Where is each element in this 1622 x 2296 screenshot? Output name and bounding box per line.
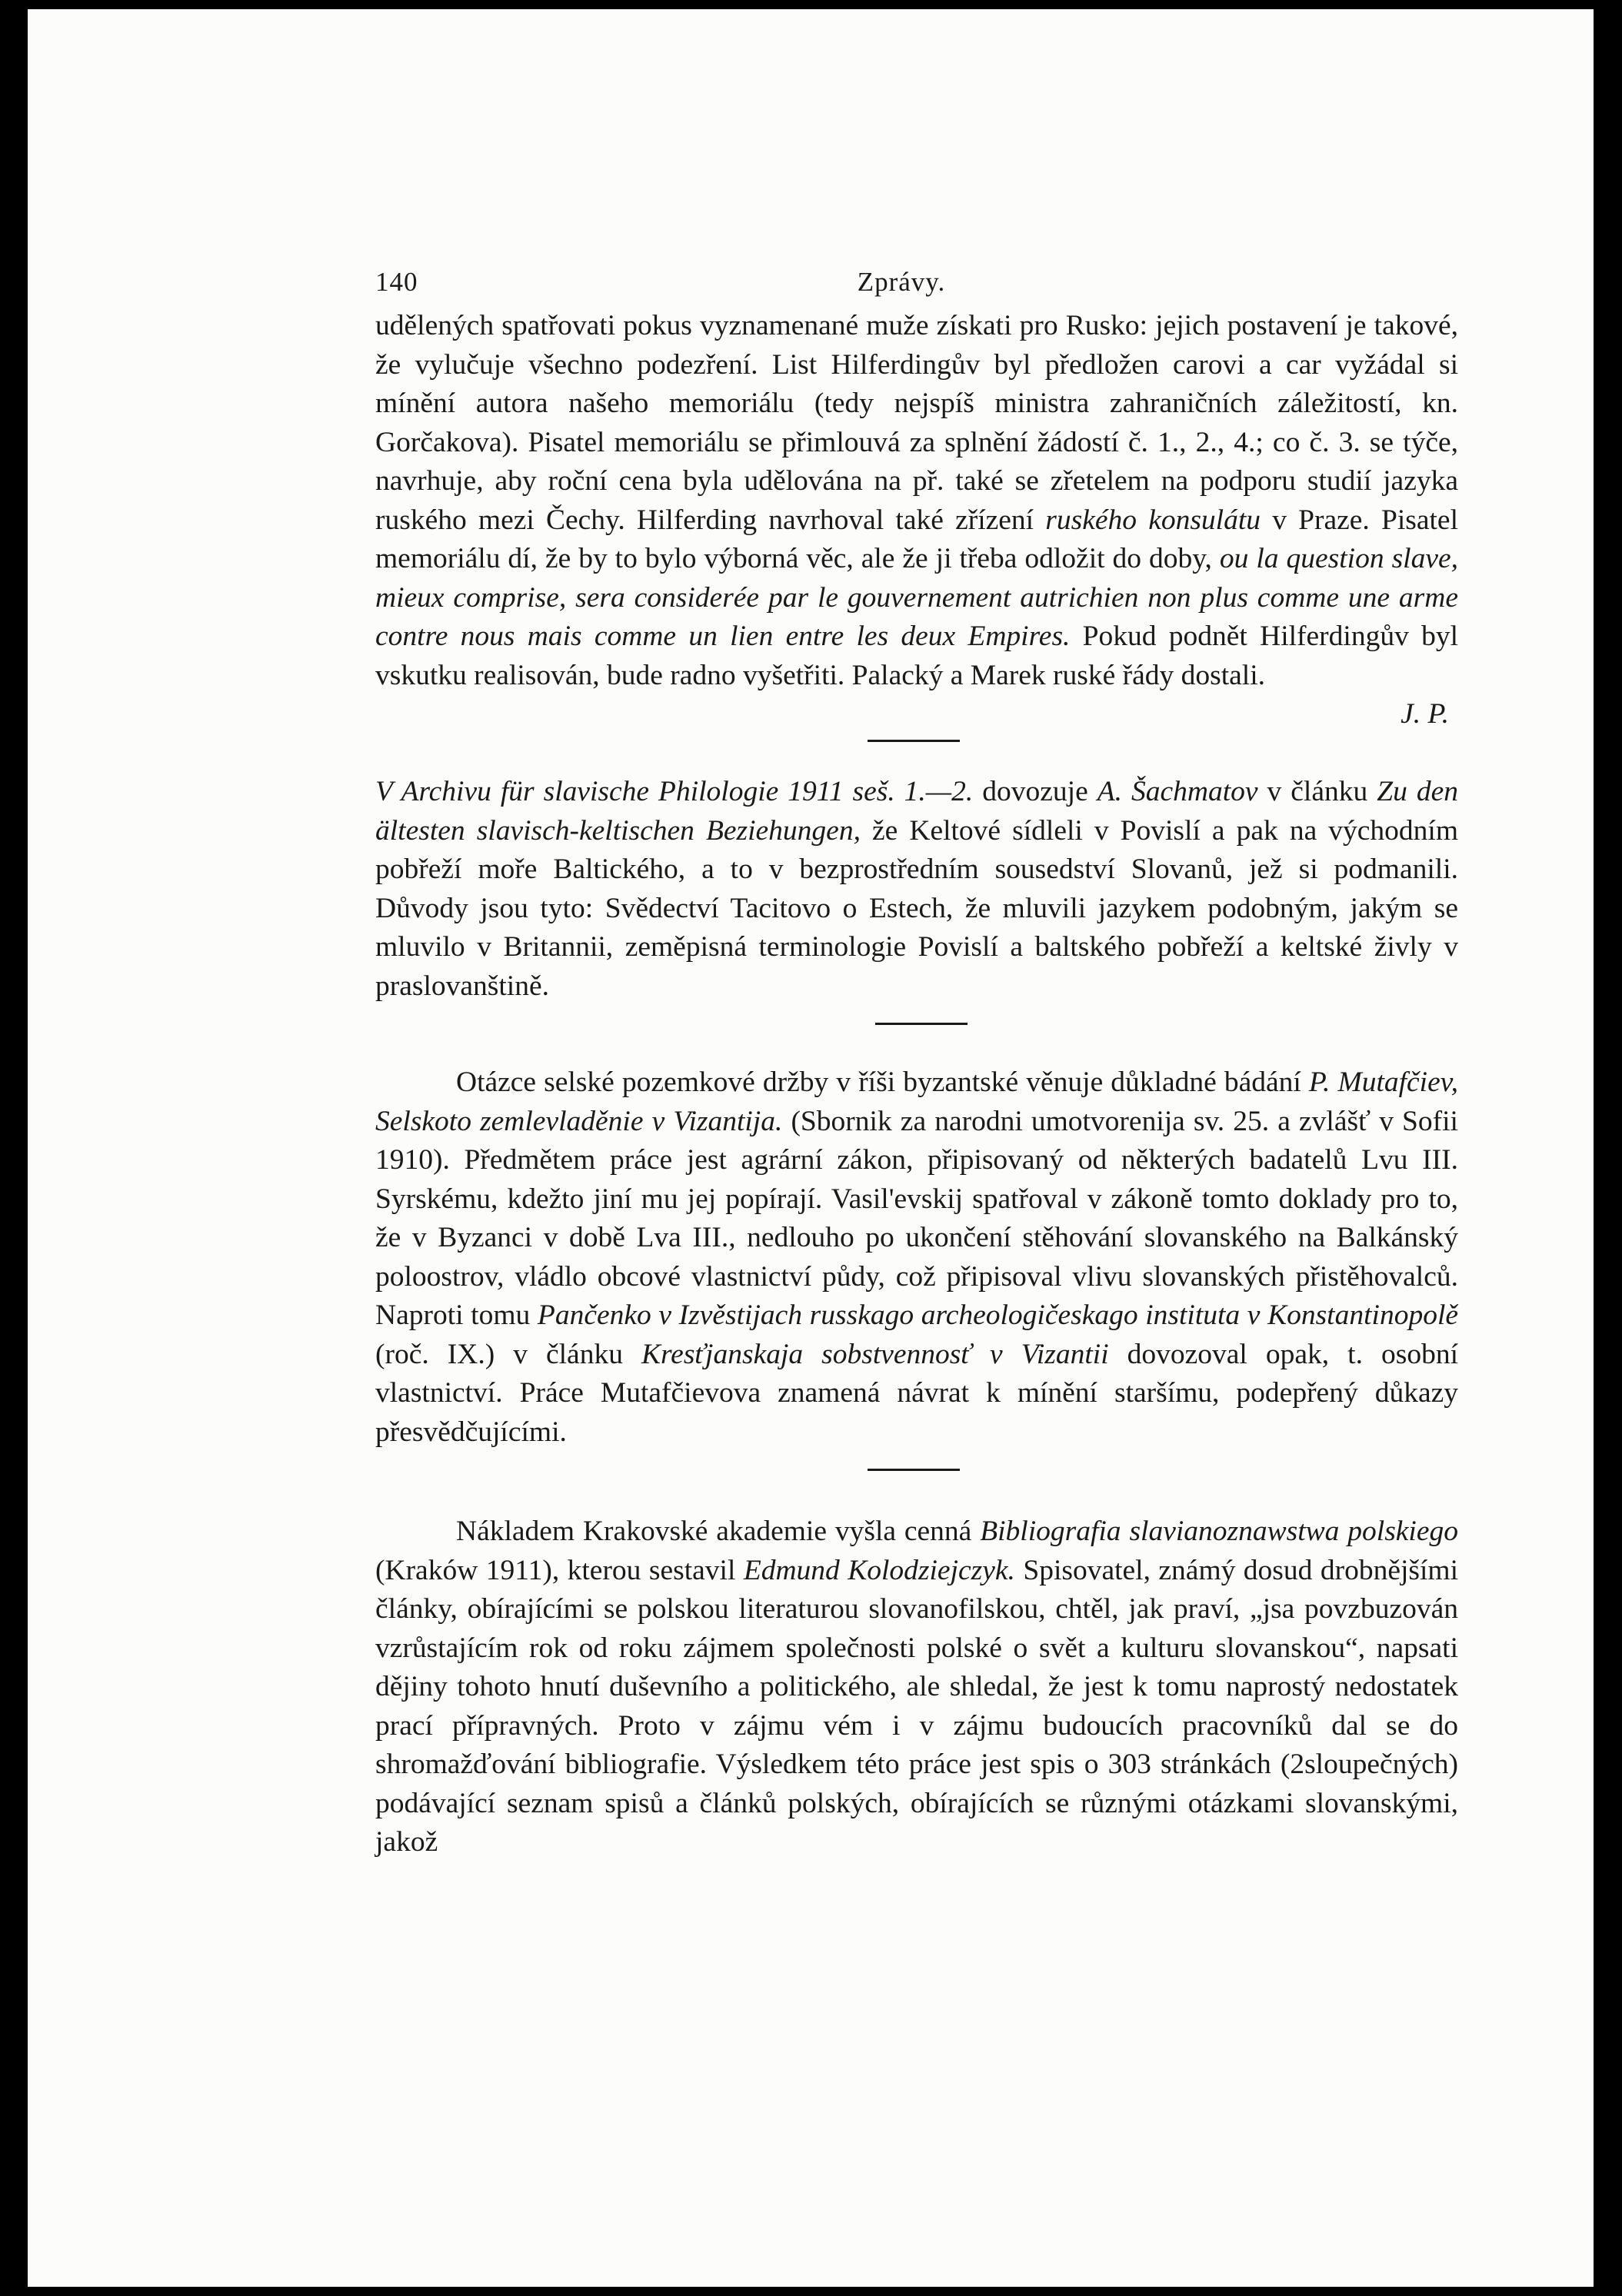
text: (Kraków 1911), kterou sestavil bbox=[375, 1554, 744, 1586]
text: Spisovatel, známý dosud drobnějšími články, obírajícími se polskou literaturou slovanofilskou, chtěl, jak praví, „jsa povzbuzován vzrůstajícím rok od roku zájmem společnosti polské o svět a kulturu slovanskou“, napsati dějiny tohoto hnutí duševního a politického, ale shledal, že jest k tomu naprostý nedostatek prací přípravných. Proto v zájmu vém i v zájmu budoucích pracovníků dal se do shromažďování bibliografie. Výsledkem této práce jest spis o 303 stránkách (2sloupečných) podávající seznam spisů a článků polských, obírajících se různými otázkami slovanskými, jakož bbox=[375, 1554, 1458, 1858]
text: Pokud podnět Hilferdingův byl vskutku realisován, bude radno vyšetřiti. Palacký a Marek ruské řády dostali. bbox=[375, 621, 1458, 691]
italic-text: P. Mutafčiev, Selskoto zemlevladěnie v Vizantija. bbox=[375, 1066, 1458, 1137]
italic-text: V Archivu für slavische Philologie 1911 seš. 1.—2. bbox=[375, 776, 974, 807]
text: (Sbornik za narodni umotvorenija sv. 25. a zvlášť v Sofii 1910). Předmětem práce jest agrární zákon, připisovaný od některých badatelů Lvu III. Syrskému, kdežto jiní mu jej popírají. Vasil'evskij spatřoval v zákoně tomto doklady pro to, že v Byzanci v době Lva III., nedlouho po ukončení stěhování slovanského na Balkánský poloostrov, vládlo obcové vlastnictví půdy, což připisoval vlivu slovanských přistěhovalců. Naproti tomu bbox=[375, 1105, 1458, 1331]
italic-text: Kresťjanskaja sobstvennosť v Vizantii bbox=[641, 1338, 1109, 1370]
paragraph-hilferding bbox=[375, 307, 1458, 695]
text: že Keltové sídleli v Povislí a pak na východním pobřeží moře Baltického, a to v bezprostředním sousedství Slovanů, jež si podmanili. Důvody jsou tyto: Svědectví Tacitovo o Estech, že mluvili jazykem podobným, jakým se mluvilo v Britannii, zeměpisná terminologie Povislí a baltského pobřeží a keltské živly v praslovanštině. bbox=[375, 814, 1459, 1002]
page-content bbox=[345, 261, 1458, 1862]
text: (roč. IX.) v článku bbox=[375, 1338, 641, 1370]
italic-text: ruského konsulátu bbox=[1045, 504, 1261, 536]
italic-text: Bibliografia slavianoznawstwa polskiego bbox=[980, 1516, 1458, 1547]
text: udělených spatřovati pokus vyznamenané muže získati pro Rusko: jejich postavení je takové, že vylučuje všechno podezření. List Hilferdingův byl předložen carovi a car vyžádal si mínění autora našeho memoriálu (tedy nejspíš ministra zahraničních záležitostí, kn. Gorčakova). Pisatel memoriálu se přimlouvá za splnění žádostí č. 1., 2., 4.; co č. 3. se týče, navrhuje, aby roční cena byla udělována na př. také se zřetelem na podporu studií jazyka ruského mezi Čechy. Hilferding navrhoval také zřízení bbox=[375, 310, 1458, 536]
section-divider bbox=[868, 740, 960, 742]
section-divider bbox=[868, 1469, 960, 1471]
text: v článku bbox=[1257, 776, 1377, 807]
text: dovozoval opak, t. osobní vlastnictví. Práce Mutafčievova znamená návrat k mínění staršímu, podepřený důkazy přesvědčujícími. bbox=[375, 1338, 1458, 1448]
italic-text: Pančenko v Izvěstijach russkago archeologičeskago instituta v Konstantinopolě bbox=[537, 1299, 1459, 1331]
page-number: 140 bbox=[375, 267, 418, 297]
section-title: Zprávy. bbox=[857, 267, 946, 297]
italic-text: Zu den ältesten slavisch-keltischen Beziehungen, bbox=[375, 776, 1458, 847]
text: Otázce selské pozemkové držby v říši byzantské věnuje důkladné bádání bbox=[456, 1066, 1309, 1098]
section-divider bbox=[875, 1023, 968, 1025]
paragraph-bibliografia bbox=[375, 1512, 1458, 1862]
author-signature: J. P. bbox=[1401, 698, 1449, 730]
paragraph-mutafciev bbox=[375, 1063, 1458, 1452]
italic-text: A. Šachmatov bbox=[1097, 776, 1258, 807]
paragraph-sachmatov bbox=[375, 773, 1458, 1006]
text: dovozuje bbox=[973, 776, 1097, 807]
text: Nákladem Krakovské akademie vyšla cenná bbox=[456, 1516, 981, 1547]
running-header bbox=[345, 261, 1458, 307]
italic-quote: ou la question slave, mieux comprise, sera considerée par le gouvernement autrichien non plus comme une arme contre nous mais comme un lien entre les deux Empires. bbox=[375, 543, 1458, 652]
scanned-page bbox=[28, 9, 1594, 2287]
text: v Praze. Pisatel memoriálu dí, že by to bylo výborná věc, ale že ji třeba odložit do doby, bbox=[375, 504, 1458, 574]
italic-text: Edmund Kolodziejczyk. bbox=[743, 1554, 1015, 1586]
